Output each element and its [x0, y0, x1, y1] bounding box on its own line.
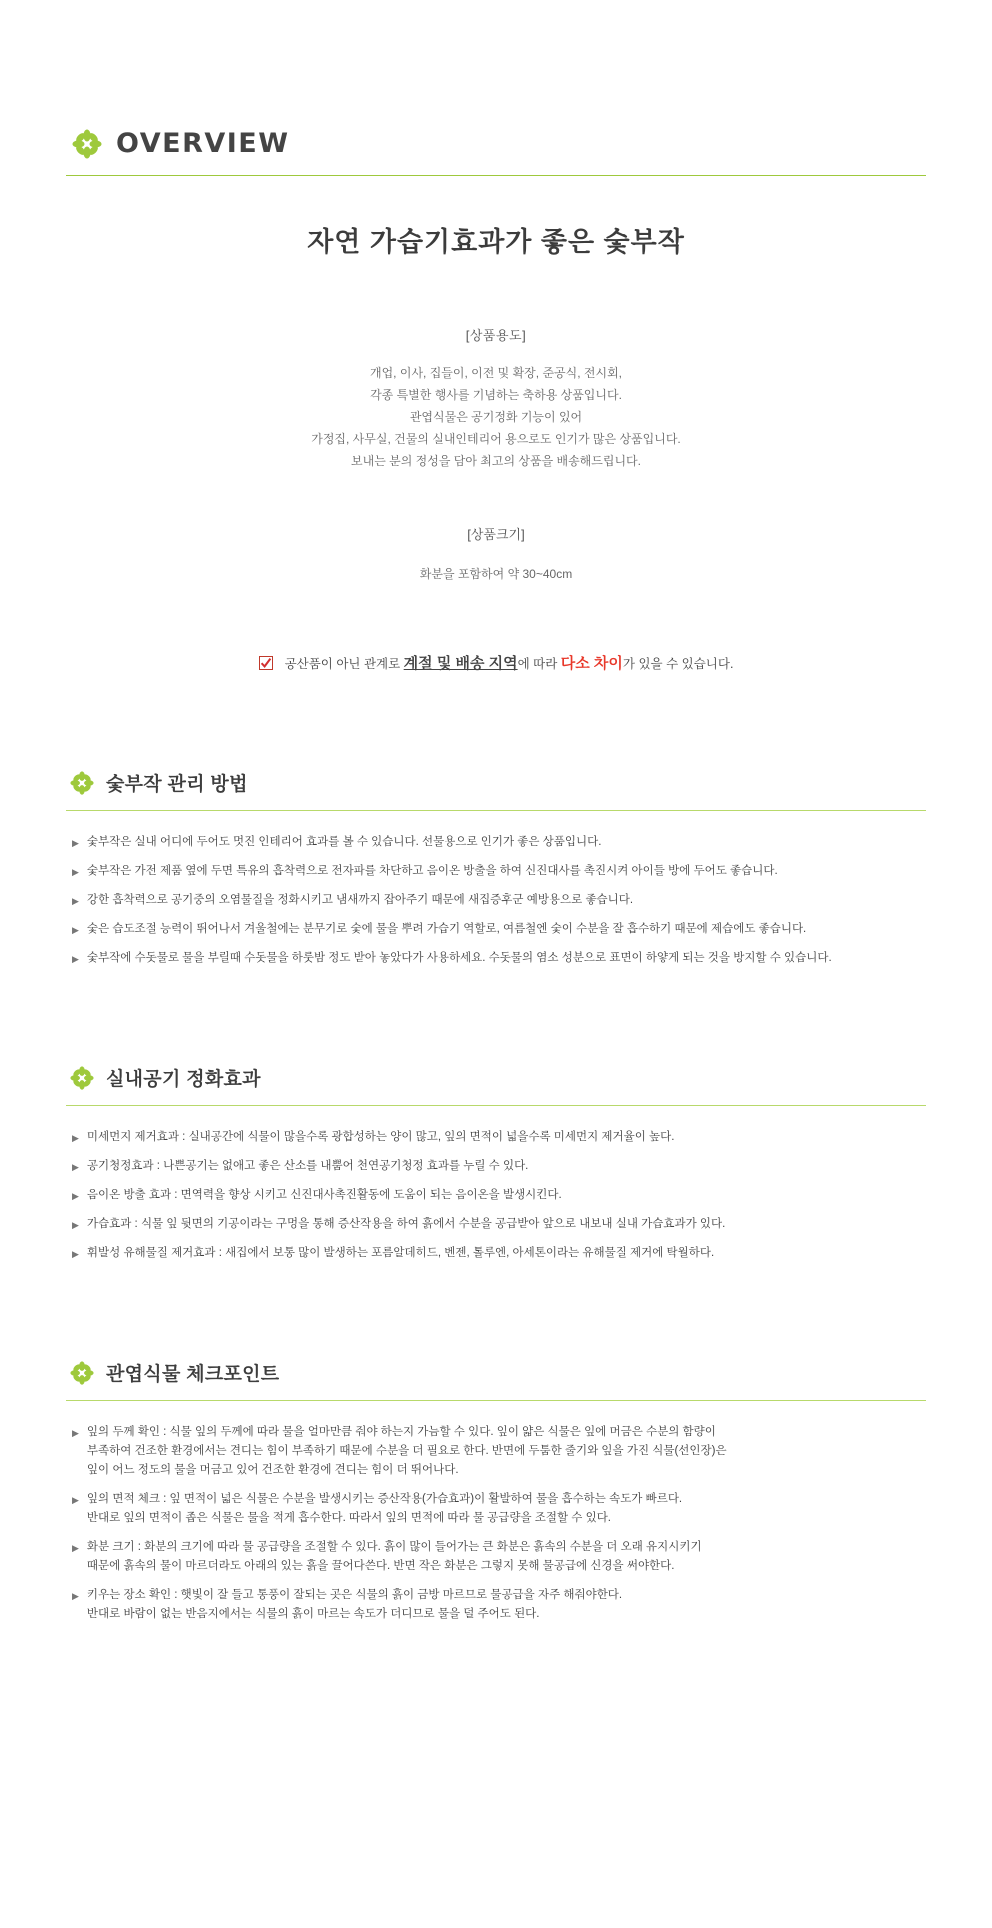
air-list — [66, 1128, 926, 1263]
overview-header — [66, 0, 926, 159]
checkpoint-divider — [66, 1400, 926, 1401]
list-item-line: 화분 크기 : 화분의 크기에 따라 물 공급량을 조절할 수 있다. 흙이 많이 들어가는 큰 화분은 흙속의 수분을 더 오래 유지시키기 — [86, 1541, 702, 1553]
flower-icon — [70, 771, 94, 795]
list-item-line: 반대로 바람이 없는 반음지에서는 식물의 흙이 마르는 속도가 더디므로 물을 덜 주어도 된다. — [86, 1608, 540, 1620]
triangle-bullet-icon: ▶ — [72, 1162, 79, 1172]
triangle-bullet-icon: ▶ — [72, 867, 79, 877]
triangle-bullet-icon: ▶ — [72, 1543, 79, 1553]
list-item — [72, 833, 926, 852]
list-item-text: 음이온 방출 효과 : 면역력을 향상 시키고 신진대사촉진활동에 도움이 되는 음이온을 발생시킨다. — [86, 1189, 562, 1201]
notice-text — [285, 652, 734, 673]
usage-line: 개업, 이사, 집들이, 이전 및 확장, 준공식, 전시회, — [370, 366, 622, 380]
list-item-text: 강한 흡착력으로 공기중의 오염물질을 정화시키고 냄새까지 잡아주기 때문에 새집증후군 예방용으로 좋습니다. — [86, 894, 634, 906]
triangle-bullet-icon: ▶ — [72, 925, 79, 935]
list-item-line: 잎의 면적 체크 : 잎 면적이 넓은 식물은 수분을 발생시키는 증산작용(가습효과)이 활발하여 물을 흡수하는 속도가 빠르다. — [86, 1493, 683, 1505]
triangle-bullet-icon: ▶ — [72, 1220, 79, 1230]
content-wrapper — [66, 0, 926, 1654]
list-item-text: 가습효과 : 식물 잎 뒷면의 기공이라는 구멍을 통해 증산작용을 하여 흙에서 수분을 공급받아 앞으로 내보내 실내 가습효과가 있다. — [86, 1218, 726, 1230]
list-item — [72, 1586, 926, 1624]
list-item-text: 숯부작은 가전 제품 옆에 두면 특유의 흡착력으로 전자파를 차단하고 음이온 방출을 하여 신진대사를 촉진시켜 아이들 방에 두어도 좋습니다. — [86, 865, 778, 877]
list-item — [72, 1538, 926, 1576]
air-header — [66, 1064, 926, 1091]
checkpoint-title: 관엽식물 체크포인트 — [106, 1364, 280, 1385]
list-item — [72, 1128, 926, 1147]
triangle-bullet-icon: ▶ — [72, 1428, 79, 1438]
triangle-bullet-icon: ▶ — [72, 954, 79, 964]
list-item-line: 잎이 어느 정도의 물을 머금고 있어 건조한 환경에 견디는 힘이 더 뛰어나다. — [86, 1464, 459, 1476]
bottom-spacer — [66, 1634, 926, 1654]
list-item-text: 공기청정효과 : 나쁜공기는 없애고 좋은 산소를 내뿜어 천연공기청정 효과를 누릴 수 있다. — [86, 1160, 529, 1172]
overview-divider — [66, 175, 926, 176]
list-item — [72, 1186, 926, 1205]
list-item — [72, 1490, 926, 1528]
size-label: [상품크기] — [467, 527, 525, 542]
care-divider — [66, 810, 926, 811]
list-item-text: 휘발성 유해물질 제거효과 : 새집에서 보통 많이 발생하는 포름알데히드, 벤젠, 톨루엔, 아세톤이라는 유해물질 제거에 탁월하다. — [86, 1247, 715, 1259]
usage-line: 가정집, 사무실, 건물의 실내인테리어 용으로도 인기가 많은 상품입니다. — [311, 432, 681, 446]
flower-icon — [70, 1066, 94, 1090]
usage-line: 각종 특별한 행사를 기념하는 축하용 상품입니다. — [370, 388, 622, 402]
flower-icon — [72, 129, 102, 159]
usage-line: 관엽식물은 공기정화 기능이 있어 — [409, 410, 583, 424]
list-item-text — [87, 1490, 682, 1528]
care-list — [66, 833, 926, 968]
air-divider — [66, 1105, 926, 1106]
list-item-text: 숯부작은 실내 어디에 두어도 멋진 인테리어 효과를 볼 수 있습니다. 선물용으로 인기가 좋은 상품입니다. — [86, 836, 602, 848]
triangle-bullet-icon: ▶ — [72, 1133, 79, 1143]
care-title: 숯부작 관리 방법 — [106, 774, 248, 795]
triangle-bullet-icon: ▶ — [72, 1191, 79, 1201]
list-item-text: 미세먼지 제거효과 : 실내공간에 식물이 많을수록 광합성하는 양이 많고, 잎의 면적이 넓을수록 미세먼지 제거율이 높다. — [86, 1131, 675, 1143]
list-item — [72, 920, 926, 939]
page-title: OVERVIEW — [116, 128, 290, 159]
list-item-text: 숯은 습도조절 능력이 뛰어나서 겨울철에는 분무기로 숯에 물을 뿌려 가습기 역할로, 여름철엔 숯이 수분을 잘 흡수하기 때문에 제습에도 좋습니다. — [86, 923, 807, 935]
list-item — [72, 862, 926, 881]
checkpoint-list — [66, 1423, 926, 1624]
list-item — [72, 1244, 926, 1263]
notice-part3: 가 있을 수 있습니다. — [622, 657, 734, 671]
list-item-line: 잎의 두께 확인 : 식물 잎의 두께에 따라 물을 얼마만큼 줘야 하는지 가늠할 수 있다. 잎이 얇은 식물은 잎에 머금은 수분의 함량이 — [86, 1426, 716, 1438]
notice-part2: 에 따라 — [517, 657, 561, 671]
list-item-text: 숯부작에 수돗물로 물을 부릴때 수돗물을 하룻밤 정도 받아 놓았다가 사용하세요. 수돗물의 염소 성분으로 표면이 하얗게 되는 것을 방지할 수 있습니다. — [86, 952, 832, 964]
list-item-text — [87, 1423, 727, 1480]
notice-highlight-season: 계절 및 배송 지역 — [403, 655, 518, 672]
triangle-bullet-icon: ▶ — [72, 1249, 79, 1259]
notice-row — [66, 652, 926, 673]
list-item — [72, 1157, 926, 1176]
list-item-line: 반대로 잎의 면적이 좁은 식물은 물을 적게 흡수한다. 따라서 잎의 면적에 따라 물 공급량을 조절할 수 있다. — [86, 1512, 612, 1524]
list-item — [72, 949, 926, 968]
triangle-bullet-icon: ▶ — [72, 838, 79, 848]
care-header — [66, 769, 926, 796]
triangle-bullet-icon: ▶ — [72, 896, 79, 906]
check-icon — [259, 656, 273, 670]
list-item — [72, 1423, 926, 1480]
list-item-line: 키우는 장소 확인 : 햇빛이 잘 들고 통풍이 잘되는 곳은 식물의 흙이 금방 마르므로 물공급을 자주 해줘야한다. — [86, 1589, 623, 1601]
list-item-text — [87, 1586, 622, 1624]
usage-lines — [66, 362, 926, 472]
checkpoint-header — [66, 1359, 926, 1386]
list-item — [72, 1215, 926, 1234]
usage-label: [상품용도] — [465, 328, 527, 343]
notice-part1: 공산품이 아닌 관계로 — [284, 657, 404, 671]
size-value: 화분을 포함하여 약 30~40cm — [419, 567, 573, 581]
air-title: 실내공기 정화효과 — [106, 1069, 261, 1090]
product-title: 자연 가습기효과가 좋은 숯부작 — [307, 227, 685, 257]
section-checkpoint — [66, 1359, 926, 1624]
section-care — [66, 769, 926, 968]
list-item-line: 부족하여 건조한 환경에서는 견디는 힘이 부족하기 때문에 수분을 더 필요로 한다. 반면에 두툼한 줄기와 잎을 가진 식물(선인장)은 — [86, 1445, 727, 1457]
section-air-purification — [66, 1064, 926, 1263]
list-item-line: 때문에 흙속의 물이 마르더라도 아래의 있는 흙을 끌어다쓴다. 반면 작은 화분은 그렇지 못해 물공급에 신경을 써야한다. — [86, 1560, 675, 1572]
triangle-bullet-icon: ▶ — [72, 1591, 79, 1601]
flower-icon — [70, 1361, 94, 1385]
usage-line: 보내는 분의 정성을 담아 최고의 상품을 배송해드립니다. — [351, 454, 641, 468]
list-item-text — [87, 1538, 702, 1576]
triangle-bullet-icon: ▶ — [72, 1495, 79, 1505]
list-item — [72, 891, 926, 910]
notice-highlight-difference: 다소 차이 — [560, 655, 623, 672]
